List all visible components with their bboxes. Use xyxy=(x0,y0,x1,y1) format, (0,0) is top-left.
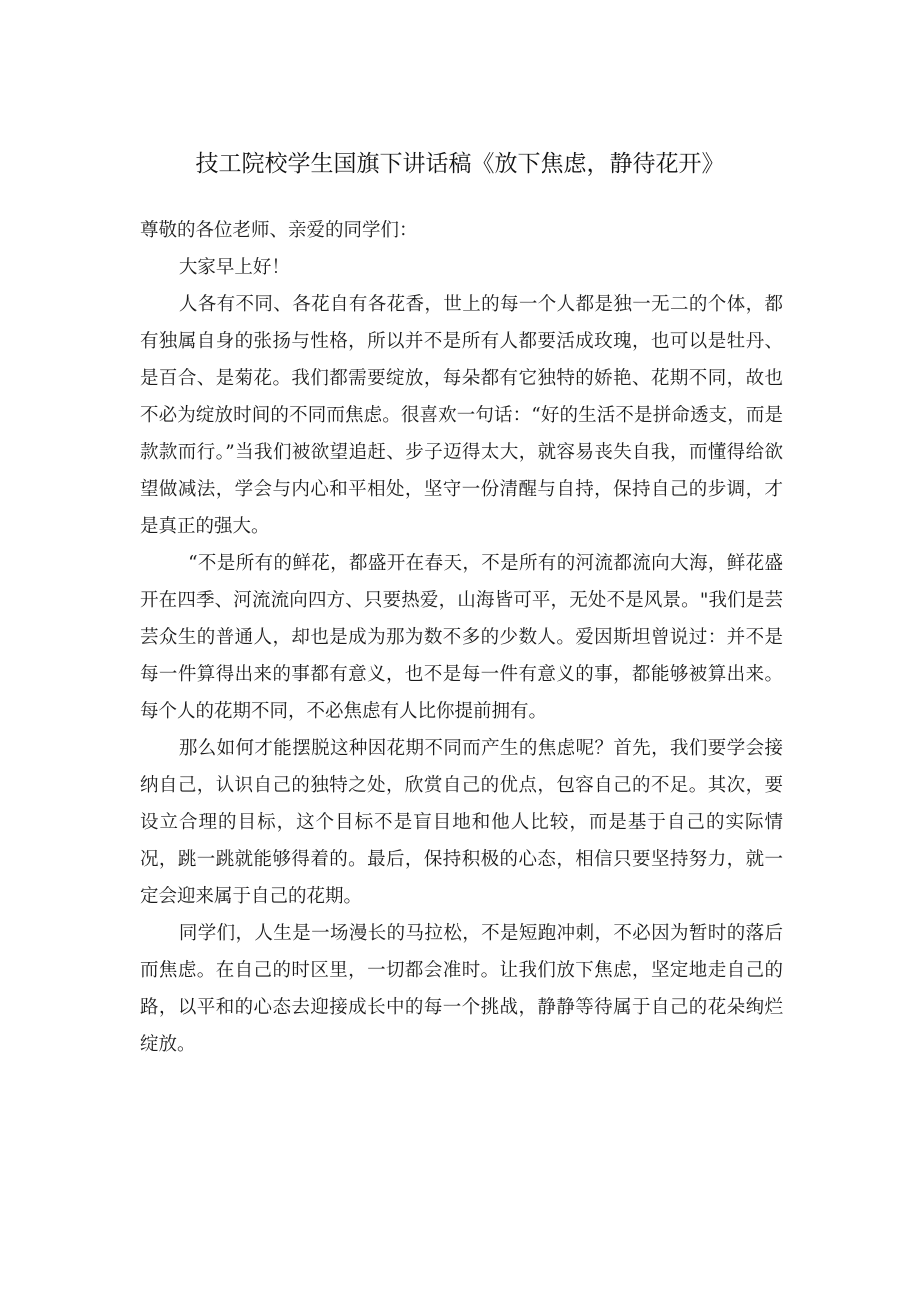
paragraph-1: 人各有不同、各花自有各花香，世上的每一个人都是独一无二的个体，都有独属自身的张扬与性格，所以并不是所有人都要活成玫瑰，也可以是牡丹、是百合、是菊花。我们都需要绽放，每朵都有它独特的娇艳、花期不同，故也不必为绽放时间的不同而焦虑。很喜欢一句话：“好的生活不是拼命透支，而是款款而行。”当我们被欲望追赶、步子迈得太大，就容易丧失自我，而懂得给欲望做减法，学会与内心和平相处，坚守一份清醒与自持，保持自己的步调，才是真正的强大。 xyxy=(140,294,783,537)
salutation: 尊敬的各位老师、亲爱的同学们： xyxy=(140,220,418,241)
document-body xyxy=(140,212,783,1063)
paragraph-3: 那么如何才能摆脱这种因花期不同而产生的焦虑呢？首先，我们要学会接纳自己，认识自己的独特之处，欣赏自己的优点，包容自己的不足。其次，要设立合理的目标，这个目标不是盲目地和他人比较，而是基于自己的实际情况，跳一跳就能够得着的。最后，保持积极的心态，相信只要坚持努力，就一定会迎来属于自己的花期。 xyxy=(140,738,783,907)
document-title: 技工院校学生国旗下讲话稿《放下焦虑，静待花开》 xyxy=(195,151,725,177)
paragraph-4: 同学们，人生是一场漫长的马拉松，不是短跑冲刺，不必因为暂时的落后而焦虑。在自己的时区里，一切都会准时。让我们放下焦虑，坚定地走自己的路，以平和的心态去迎接成长中的每一个挑战，静静等待属于自己的花朵绚烂绽放。 xyxy=(140,923,783,1055)
greeting: 大家早上好！ xyxy=(178,257,290,278)
paragraph-2: “不是所有的鲜花，都盛开在春天，不是所有的河流都流向大海，鲜花盛开在四季、河流流向四方、只要热爱，山海皆可平，无处不是风景。"我们是芸芸众生的普通人，却也是成为那为数不多的少数人。爱因斯坦曾说过：并不是每一件算得出来的事都有意义，也不是每一件有意义的事，都能够被算出来。每个人的花期不同，不必焦虑有人比你提前拥有。 xyxy=(140,553,783,722)
